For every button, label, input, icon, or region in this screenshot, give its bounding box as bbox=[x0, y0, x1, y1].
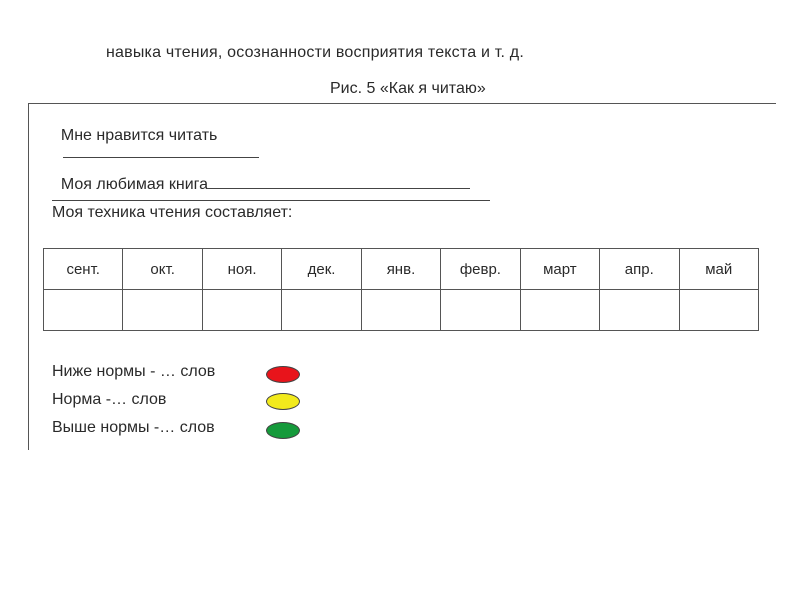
month-cell: апр. bbox=[600, 249, 679, 290]
legend-above-norm-label: Выше нормы -… слов bbox=[52, 419, 215, 436]
top-text-line: навыка чтения, осознанности восприятия текста и т. д. bbox=[106, 44, 524, 61]
favorite-book-label: Моя любимая книга bbox=[60, 176, 209, 193]
value-cell bbox=[361, 290, 440, 331]
value-cell bbox=[520, 290, 599, 331]
frame-left-border bbox=[28, 103, 29, 450]
technique-label: Моя техника чтения составляет: bbox=[52, 204, 293, 221]
figure-caption: Рис. 5 «Как я читаю» bbox=[330, 80, 486, 97]
red-circle-icon bbox=[266, 366, 300, 383]
legend-norm-label: Норма -… слов bbox=[52, 391, 167, 408]
favorite-book-second-blank bbox=[52, 200, 490, 201]
months-header-row bbox=[44, 249, 759, 290]
month-cell: ноя. bbox=[202, 249, 281, 290]
values-row bbox=[44, 290, 759, 331]
value-cell bbox=[44, 290, 123, 331]
month-cell: дек. bbox=[282, 249, 361, 290]
yellow-circle-icon bbox=[266, 393, 300, 410]
favorite-book-row bbox=[52, 158, 470, 194]
value-cell bbox=[679, 290, 759, 331]
favorite-book-blank bbox=[208, 187, 470, 189]
month-cell: янв. bbox=[361, 249, 440, 290]
value-cell bbox=[600, 290, 679, 331]
like-to-read-label: Мне нравится читать bbox=[60, 127, 218, 144]
value-cell bbox=[441, 290, 520, 331]
value-cell bbox=[282, 290, 361, 331]
month-cell: май bbox=[679, 249, 759, 290]
green-circle-icon bbox=[266, 422, 300, 439]
frame-top-border bbox=[28, 103, 776, 104]
legend-below-norm-label: Ниже нормы - … слов bbox=[52, 363, 216, 380]
value-cell bbox=[202, 290, 281, 331]
value-cell bbox=[123, 290, 202, 331]
month-cell: сент. bbox=[44, 249, 123, 290]
month-cell: март bbox=[520, 249, 599, 290]
month-cell: окт. bbox=[123, 249, 202, 290]
reading-technique-table bbox=[43, 248, 759, 331]
like-to-read-row bbox=[52, 109, 259, 163]
month-cell: февр. bbox=[441, 249, 520, 290]
